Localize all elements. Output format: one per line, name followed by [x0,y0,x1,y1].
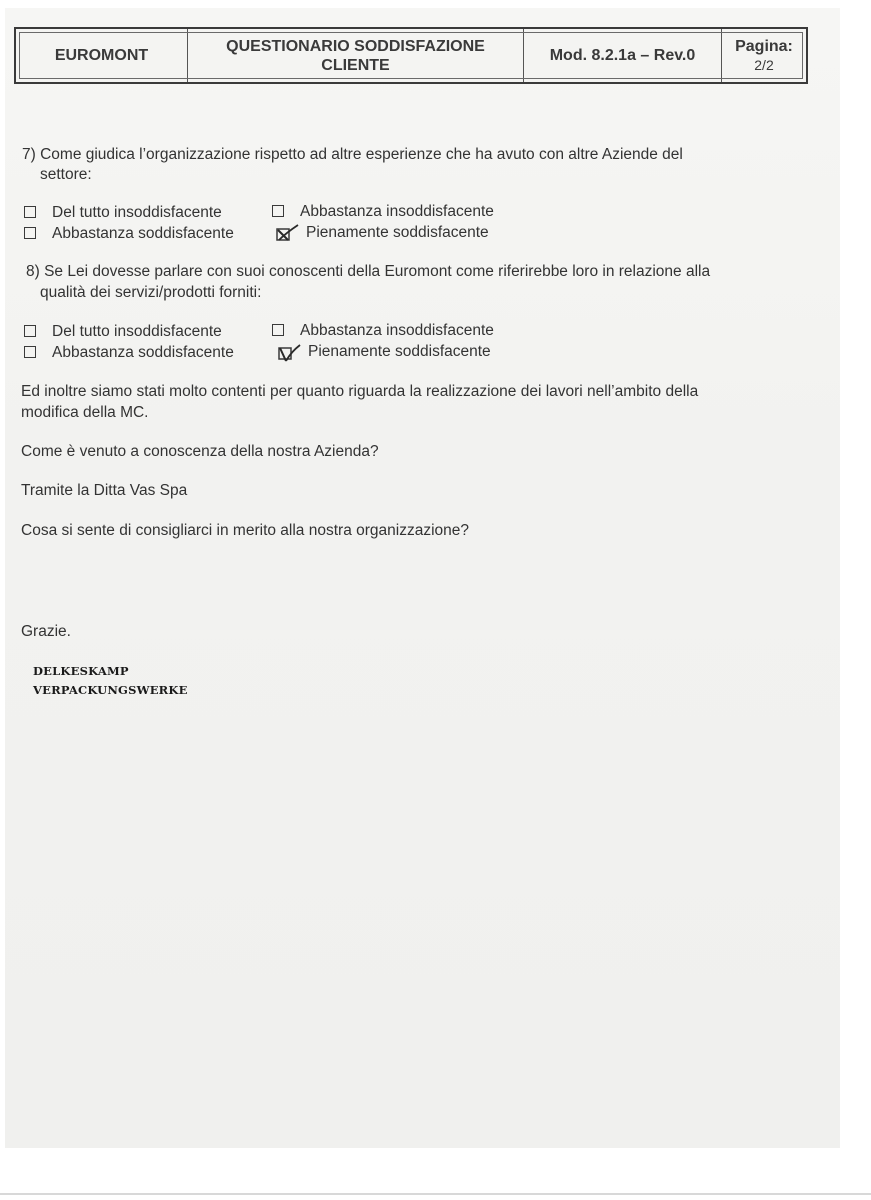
question-7-text: 7) Come giudica l’organizzazione rispetto ad altre esperienze che ha avuto con altre Aziende del [22,146,683,163]
q7-option-abbastanza-insoddisfacente[interactable] [272,202,494,222]
header-company-name: EUROMONT [16,29,188,82]
question-source-text: Come è venuto a conoscenza della nostra Azienda? [21,443,379,460]
scanned-page [5,8,840,1148]
question-advice-text: Cosa si sente di consigliarci in merito alla nostra organizzazione? [21,522,470,539]
question-8-text-continued: qualità dei servizi/prodotti forniti: [40,284,262,301]
answer-source-text: Tramite la Ditta Vas Spa [21,482,188,499]
customer-comment-line-2: modifica della MC. [21,404,149,421]
option-label: Del tutto insoddisfacente [52,204,222,221]
option-label: Pienamente soddisfacente [306,224,489,241]
checkbox-unchecked-icon[interactable] [272,324,284,336]
option-label: Abbastanza soddisfacente [52,344,234,361]
option-label: Pienamente soddisfacente [308,343,491,360]
header-module-revision: Mod. 8.2.1a – Rev.0 [524,29,722,82]
question-7-text-continued: settore: [40,166,92,183]
option-label: Abbastanza soddisfacente [52,225,234,242]
page-edge-divider [0,1193,871,1195]
closing-thanks: Grazie. [21,623,71,640]
header-page-label: Pagina: [735,37,793,55]
checkbox-unchecked-icon[interactable] [24,206,36,218]
header-title-line-2: CLIENTE [321,56,390,74]
option-label: Del tutto insoddisfacente [52,323,222,340]
company-stamp [33,662,188,700]
checkbox-unchecked-icon[interactable] [24,227,36,239]
q7-option-abbastanza-soddisfacente[interactable] [24,224,234,244]
stamp-line-2: VERPACKUNGSWERKE [33,683,188,697]
option-label: Abbastanza insoddisfacente [300,322,494,339]
checkbox-checked-icon[interactable] [276,342,300,362]
header-form-title [188,29,524,82]
form-header-table [14,27,808,84]
q8-option-abbastanza-soddisfacente[interactable] [24,343,234,363]
header-page-value: 2/2 [754,56,774,73]
q7-option-pienamente-soddisfacente[interactable] [274,223,489,243]
checkbox-unchecked-icon[interactable] [272,205,284,217]
checkbox-unchecked-icon[interactable] [24,325,36,337]
q7-option-del-tutto-insoddisfacente[interactable] [24,203,222,223]
checkbox-unchecked-icon[interactable] [24,346,36,358]
question-8-text: 8) Se Lei dovesse parlare con suoi conoscenti della Euromont come riferirebbe loro in relazione alla [26,263,711,280]
checkbox-checked-icon[interactable] [274,223,298,243]
stamp-line-1: DELKESKAMP [33,664,129,678]
customer-comment-line-1: Ed inoltre siamo stati molto contenti per quanto riguarda la realizzazione dei lavori nell’ambito della [21,383,699,400]
q8-option-pienamente-soddisfacente[interactable] [276,342,491,362]
q8-option-del-tutto-insoddisfacente[interactable] [24,322,222,342]
header-page-number [722,29,806,82]
option-label: Abbastanza insoddisfacente [300,203,494,220]
q8-option-abbastanza-insoddisfacente[interactable] [272,321,494,341]
header-title-line-1: QUESTIONARIO SODDISFAZIONE [226,37,485,55]
